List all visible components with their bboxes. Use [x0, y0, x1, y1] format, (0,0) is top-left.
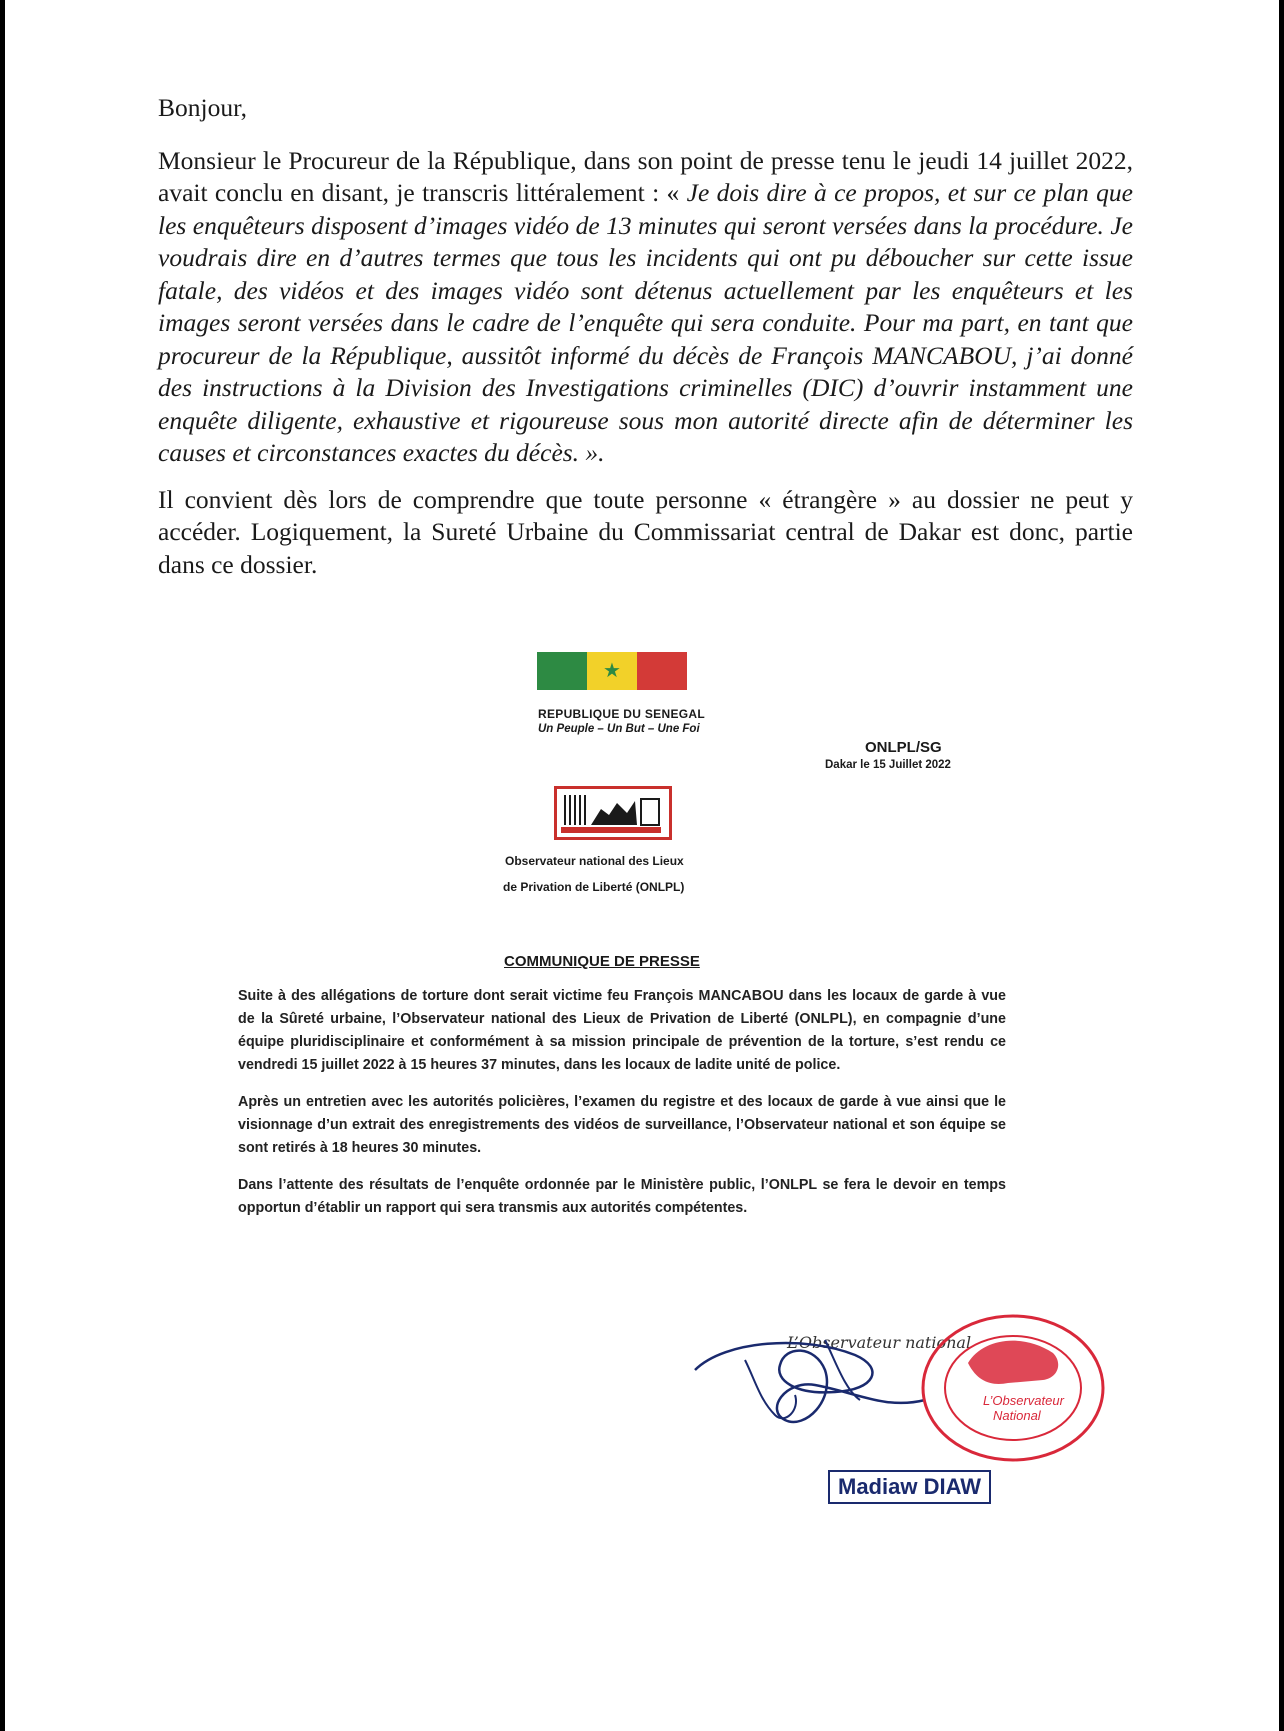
letter-paragraph-2: Il convient dès lors de comprendre que toute personne « étrangère » au dossier ne peut y accéder. Logiquement, la Sureté Urbaine du Commissariat central de Dakar est donc, partie dans ce dossier. [158, 484, 1133, 579]
reference-number: ONLPL/SG [865, 739, 942, 756]
document-date: Dakar le 15 Juillet 2022 [825, 759, 951, 771]
quote-intro: Monsieur le Procureur de la République, dans son point de presse tenu le jeudi 14 juillet 2022, avait conclu en disant, je transcris littéralement : « [158, 145, 1133, 207]
organization-name-line2: de Privation de Liberté (ONLPL) [503, 880, 685, 894]
stamp-inner-text-2: National [993, 1408, 1041, 1423]
organization-name-line1: Observateur national des Lieux [505, 854, 684, 868]
document-page [5, 0, 1279, 1731]
signatory-title: L’Observateur national [787, 1333, 972, 1352]
senegal-flag-icon: ★ [537, 652, 687, 690]
prosecutor-quote: Je dois dire à ce propos, et sur ce plan que les enquêteurs disposent d’images vidéo de 13 minutes qui seront versées dans la procédure. Je voudrais dire en d’autres termes que tous les incidents qui ont pu déboucher sur cette issue fatale, des vidéos et des images vidéo sont détenus actuellement par les enquêteurs et les images seront versées dans le cadre de l’enquête qui sera conduite. Pour ma part, en tant que procureur de la République, aussitôt informé du décès de François MANCABOU, j’ai donné des instructions à la Division des Investigations criminelles (DIC) d’ouvrir instamment une enquête diligente, exhaustive et rigoureuse sous mon autorité directe afin de déterminer les causes et circonstances exactes du décès. ». [158, 178, 1133, 467]
letter-body [158, 92, 1133, 581]
letter-paragraph-1 [158, 145, 1133, 470]
official-stamp [913, 1308, 1113, 1468]
communique-paragraph-2: Après un entretien avec les autorités policières, l’examen du registre et des locaux de garde à vue ainsi que le visionnage d’un extrait des enregistrements des vidéos de surveillance, l’Observateur national et son équipe se sont retirés à 18 heures 30 minutes. [238, 1094, 1006, 1156]
signatory-name: Madiaw DIAW [828, 1470, 991, 1504]
national-motto: Un Peuple – Un But – Une Foi [538, 723, 700, 735]
communique-paragraph-1: Suite à des allégations de torture dont serait victime feu François MANCABOU dans les locaux de garde à vue de la Sûreté urbaine, l’Observateur national des Lieux de Privation de Liberté (ONLPL), en compagnie d’une équipe pluridisciplinaire et conformément à sa mission principale de prévention de la torture, s’est rendu ce vendredi 15 juillet 2022 à 15 heures 37 minutes, dans les locaux de ladite unité de police. [238, 988, 1006, 1073]
communique-title: COMMUNIQUE DE PRESSE [504, 953, 700, 970]
greeting: Bonjour, [158, 93, 247, 122]
onlpl-logo [554, 786, 672, 840]
republic-heading: REPUBLIQUE DU SENEGAL [538, 707, 705, 721]
communique-body [238, 985, 1006, 1234]
handwritten-signature [685, 1300, 945, 1450]
communique-paragraph-3: Dans l’attente des résultats de l’enquête ordonnée par le Ministère public, l’ONLPL se fera le devoir en temps opportun d’établir un rapport qui sera transmis aux autorités compétentes. [238, 1177, 1006, 1216]
stamp-inner-text-1: L’Observateur [983, 1393, 1064, 1408]
